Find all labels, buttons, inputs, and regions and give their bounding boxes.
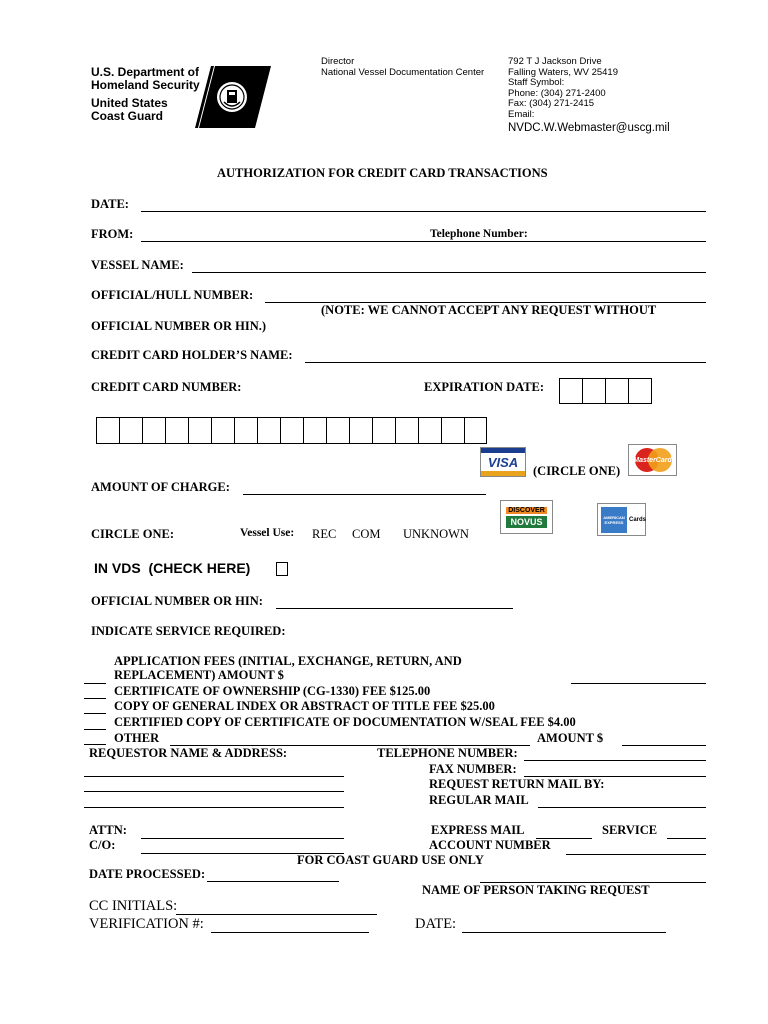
copy-index-check[interactable] [84, 713, 106, 714]
return-mail-label: REQUEST RETURN MAIL BY: [429, 777, 605, 791]
requestor-address-line[interactable] [84, 776, 344, 777]
date-processed-label: DATE PROCESSED: [89, 867, 206, 881]
other-amount-field[interactable] [622, 745, 706, 746]
account-number-label: ACCOUNT NUMBER [429, 838, 551, 852]
address-staff: Staff Symbol: [508, 77, 565, 88]
option-unknown[interactable]: UNKNOWN [403, 527, 469, 541]
visa-logo [480, 447, 526, 477]
cg-use-heading: FOR COAST GUARD USE ONLY [297, 853, 484, 867]
mastercard-logo [628, 444, 677, 476]
app-fees-amount-field[interactable] [571, 683, 706, 684]
card-digit-box[interactable] [212, 418, 235, 443]
discover-text: DISCOVER [508, 506, 545, 514]
cg-date-label: DATE: [415, 916, 457, 932]
director-org: National Vessel Documentation Center [321, 66, 485, 78]
card-digit-box[interactable] [465, 418, 486, 443]
verification-label: VERIFICATION #: [89, 916, 204, 932]
novus-text: NOVUS [506, 516, 546, 528]
regular-mail-label: REGULAR MAIL [429, 793, 529, 807]
date-processed-field[interactable] [207, 881, 339, 882]
cert-ownership-label: CERTIFICATE OF OWNERSHIP (CG-1330) FEE $125.00 [114, 684, 431, 698]
amount-charge-field[interactable] [243, 494, 486, 495]
other-amount-label: AMOUNT $ [537, 731, 604, 745]
certified-copy-label: CERTIFIED COPY OF CERTIFICATE OF DOCUMENTATION W/SEAL FEE $4.00 [114, 715, 576, 729]
regular-mail-field[interactable] [538, 807, 706, 808]
card-digit-box[interactable] [166, 418, 189, 443]
coast-guard-logo [193, 66, 271, 128]
official-hin-label: OFFICIAL NUMBER OR HIN: [91, 594, 263, 608]
card-digit-box[interactable] [442, 418, 465, 443]
vessel-name-field[interactable] [192, 272, 706, 273]
date-field[interactable] [141, 211, 706, 212]
req-telephone-field[interactable] [524, 760, 706, 761]
note-line-2: OFFICIAL NUMBER OR HIN.) [91, 319, 267, 333]
address-city: Falling Waters, WV 25419 [508, 66, 618, 78]
expiration-box[interactable] [629, 379, 651, 403]
option-rec[interactable]: REC [312, 527, 337, 541]
cc-initials-field[interactable] [176, 914, 377, 915]
option-com[interactable]: COM [352, 527, 381, 541]
agency-line-3: United States [91, 96, 168, 110]
address-fax: Fax: (304) 271-2415 [508, 98, 595, 109]
amex-text: AMERICAN EXPRESS [603, 515, 625, 525]
expiration-box[interactable] [560, 379, 583, 403]
other-check[interactable] [84, 744, 106, 745]
card-digit-box[interactable] [258, 418, 281, 443]
official-hull-label: OFFICIAL/HULL NUMBER: [91, 288, 254, 302]
card-digit-box[interactable] [281, 418, 304, 443]
amount-charge-label: AMOUNT OF CHARGE: [91, 480, 230, 494]
account-number-field[interactable] [566, 854, 706, 855]
from-label: FROM: [91, 227, 134, 241]
other-label: OTHER [114, 731, 160, 745]
card-digit-box[interactable] [235, 418, 258, 443]
app-fees-line-2: REPLACEMENT) AMOUNT $ [114, 668, 284, 682]
address-street: 792 T J Jackson Drive [508, 56, 602, 67]
circle-one-paren: (CIRCLE ONE) [533, 464, 621, 478]
card-digit-box[interactable] [304, 418, 327, 443]
holder-name-field[interactable] [305, 362, 706, 363]
form-title: AUTHORIZATION FOR CREDIT CARD TRANSACTIONS [217, 166, 548, 180]
card-digit-box[interactable] [419, 418, 442, 443]
holder-name-label: CREDIT CARD HOLDER’S NAME: [91, 348, 293, 362]
certified-copy-check[interactable] [84, 729, 106, 730]
cc-initials-label: CC INITIALS: [89, 898, 178, 914]
requestor-address-line[interactable] [84, 791, 344, 792]
req-telephone-label: TELEPHONE NUMBER: [377, 746, 518, 760]
app-fees-check[interactable] [84, 683, 106, 684]
address-email-label: Email: [508, 108, 535, 120]
express-mail-label: EXPRESS MAIL [431, 823, 525, 837]
card-digit-box[interactable] [396, 418, 419, 443]
card-number-label: CREDIT CARD NUMBER: [91, 380, 242, 394]
service-field[interactable] [667, 838, 706, 839]
copy-index-label: COPY OF GENERAL INDEX OR ABSTRACT OF TITLE FEE $25.00 [114, 699, 495, 713]
expiration-boxes[interactable] [559, 378, 652, 404]
requestor-label: REQUESTOR NAME & ADDRESS: [89, 746, 288, 760]
agency-line-1: U.S. Department of [91, 65, 200, 79]
address-phone: Phone: (304) 271-2400 [508, 87, 606, 99]
amex-logo [597, 503, 646, 536]
from-field[interactable] [141, 241, 706, 242]
director-title: Director [321, 56, 355, 67]
expiration-label: EXPIRATION DATE: [424, 380, 545, 394]
discover-novus-logo [500, 500, 553, 534]
agency-name [91, 66, 200, 123]
circle-one-label: CIRCLE ONE: [91, 527, 174, 541]
vessel-use-label: Vessel Use: [240, 527, 295, 539]
name-taking-label: NAME OF PERSON TAKING REQUEST [422, 883, 650, 897]
expiration-box[interactable] [606, 379, 629, 403]
service-label: SERVICE [602, 823, 658, 837]
card-digit-box[interactable] [97, 418, 120, 443]
note-line-1: (NOTE: WE CANNOT ACCEPT ANY REQUEST WITHOUT [321, 303, 657, 317]
attn-label: ATTN: [89, 823, 127, 837]
address-email[interactable]: NVDC.W.Webmaster@uscg.mil [508, 122, 670, 134]
in-vds-checkbox[interactable] [276, 562, 288, 576]
cert-ownership-check[interactable] [84, 698, 106, 699]
telephone-label: Telephone Number: [430, 228, 528, 240]
visa-text: VISA [487, 454, 519, 470]
indicate-service-label: INDICATE SERVICE REQUIRED: [91, 624, 286, 638]
vessel-name-label: VESSEL NAME: [91, 258, 184, 272]
card-digit-box[interactable] [120, 418, 143, 443]
amex-cards-text: Cards [629, 517, 647, 523]
official-hin-field[interactable] [276, 608, 513, 609]
date-label: DATE: [91, 197, 129, 211]
in-vds-label: IN VDS (CHECK HERE) [94, 560, 251, 576]
mastercard-text: MasterCard [633, 456, 672, 464]
app-fees-line-1: APPLICATION FEES (INITIAL, EXCHANGE, RETURN, AND [114, 654, 462, 668]
director-block [321, 57, 484, 78]
co-label: C/O: [89, 838, 116, 852]
address-block [508, 57, 670, 134]
verification-field[interactable] [211, 932, 369, 933]
attn-field[interactable] [141, 838, 344, 839]
req-fax-label: FAX NUMBER: [429, 762, 517, 776]
card-digit-box[interactable] [373, 418, 396, 443]
card-digit-box[interactable] [327, 418, 350, 443]
card-number-boxes[interactable] [96, 417, 487, 444]
agency-line-4: Coast Guard [91, 109, 164, 123]
expiration-box[interactable] [583, 379, 606, 403]
cg-date-field[interactable] [462, 932, 666, 933]
card-digit-box[interactable] [143, 418, 166, 443]
card-digit-box[interactable] [189, 418, 212, 443]
card-digit-box[interactable] [350, 418, 373, 443]
requestor-address-line[interactable] [84, 807, 344, 808]
agency-line-2: Homeland Security [91, 78, 200, 92]
